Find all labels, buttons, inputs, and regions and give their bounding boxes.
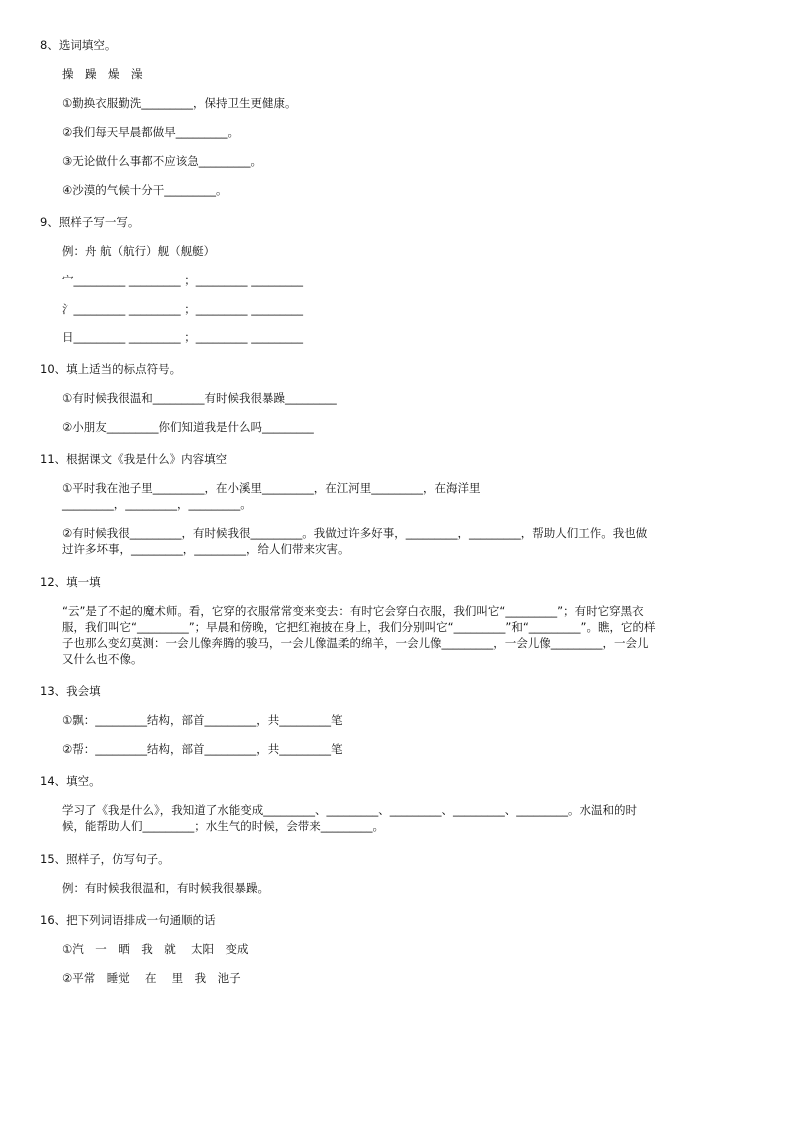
q13-title: 13、我会填 xyxy=(40,684,101,698)
q14-title: 14、填空。 xyxy=(40,774,101,788)
q8-character-choices: 操 躁 燥 澡 xyxy=(62,67,143,81)
q11-item-1-line-1: ①平时我在池子里_________，在小溪里_________，在江河里_________，在海洋里 xyxy=(62,481,481,495)
q8-item-3: ③无论做什么事都不应该急_________。 xyxy=(62,154,263,168)
q9-example: 例：舟 航（航行）舰（舰艇） xyxy=(62,244,216,258)
q11-title: 11、根据课文《我是什么》内容填空 xyxy=(40,452,228,466)
q14-line-1: 学习了《我是什么》，我知道了水能变成_________、_________、_________、_________、_________。水温和的时 xyxy=(62,803,637,817)
q16-item-1: ①汽 一 晒 我 就 太阳 变成 xyxy=(62,942,249,956)
q15-example: 例：有时候我很温和，有时候我很暴躁。 xyxy=(62,881,269,895)
q12-line-4: 又什么也不像。 xyxy=(62,652,143,666)
q8-item-2: ②我们每天早晨都做早_________。 xyxy=(62,125,240,139)
q11-item-2-line-1: ②有时候我很_________，有时候我很_________。我做过许多好事，_________，_________，帮助人们工作。我也做 xyxy=(62,526,648,540)
q12-title: 12、填一填 xyxy=(40,575,101,589)
q11-item-2-line-2: 过许多坏事，_________，_________，给人们带来灾害。 xyxy=(62,542,350,556)
q16-item-2: ②平常 睡觉 在 里 我 池子 xyxy=(62,971,241,985)
q10-title: 10、填上适当的标点符号。 xyxy=(40,362,182,376)
q9-title: 9、照样子写一写。 xyxy=(40,215,140,229)
q8-item-4: ④沙漠的气候十分干_________。 xyxy=(62,183,228,197)
q14-line-2: 候，能帮助人们_________；水生气的时候，会带来_________。 xyxy=(62,819,384,833)
q8-item-1: ①勤换衣服勤洗_________，保持卫生更健康。 xyxy=(62,96,297,110)
q13-item-2: ②帮：_________结构，部首_________，共_________笔 xyxy=(62,742,343,756)
q12-line-1: “云”是了不起的魔术师。看，它穿的衣服常常变来变去：有时它会穿白衣服，我们叫它“_________”；有时它穿黑衣 xyxy=(62,604,644,618)
q10-item-2: ②小朋友_________你们知道我是什么吗_________ xyxy=(62,420,314,434)
q16-title: 16、把下列词语排成一句通顺的话 xyxy=(40,913,216,927)
q9-row-2: 氵_________ _________ ；_________ _________ xyxy=(62,302,303,316)
q15-title: 15、照样子，仿写句子。 xyxy=(40,852,170,866)
q9-row-1: 宀_________ _________ ；_________ _________ xyxy=(62,273,303,287)
q12-line-3: 子也那么变幻莫测：一会儿像奔腾的骏马，一会儿像温柔的绵羊，一会儿像_________，一会儿像_________，一会儿 xyxy=(62,636,649,650)
q8-title: 8、选词填空。 xyxy=(40,38,117,52)
q13-item-1: ①飘：_________结构，部首_________，共_________笔 xyxy=(62,713,343,727)
q11-item-1-line-2: _________，_________，_________。 xyxy=(62,497,252,511)
q10-item-1: ①有时候我很温和_________有时候我很暴躁_________ xyxy=(62,391,337,405)
q9-row-3: 日_________ _________ ；_________ _________ xyxy=(62,330,303,344)
q12-line-2: 服，我们叫它“_________”；早晨和傍晚，它把红袍披在身上，我们分别叫它“_________”和“_________”。瞧，它的样 xyxy=(62,620,656,634)
